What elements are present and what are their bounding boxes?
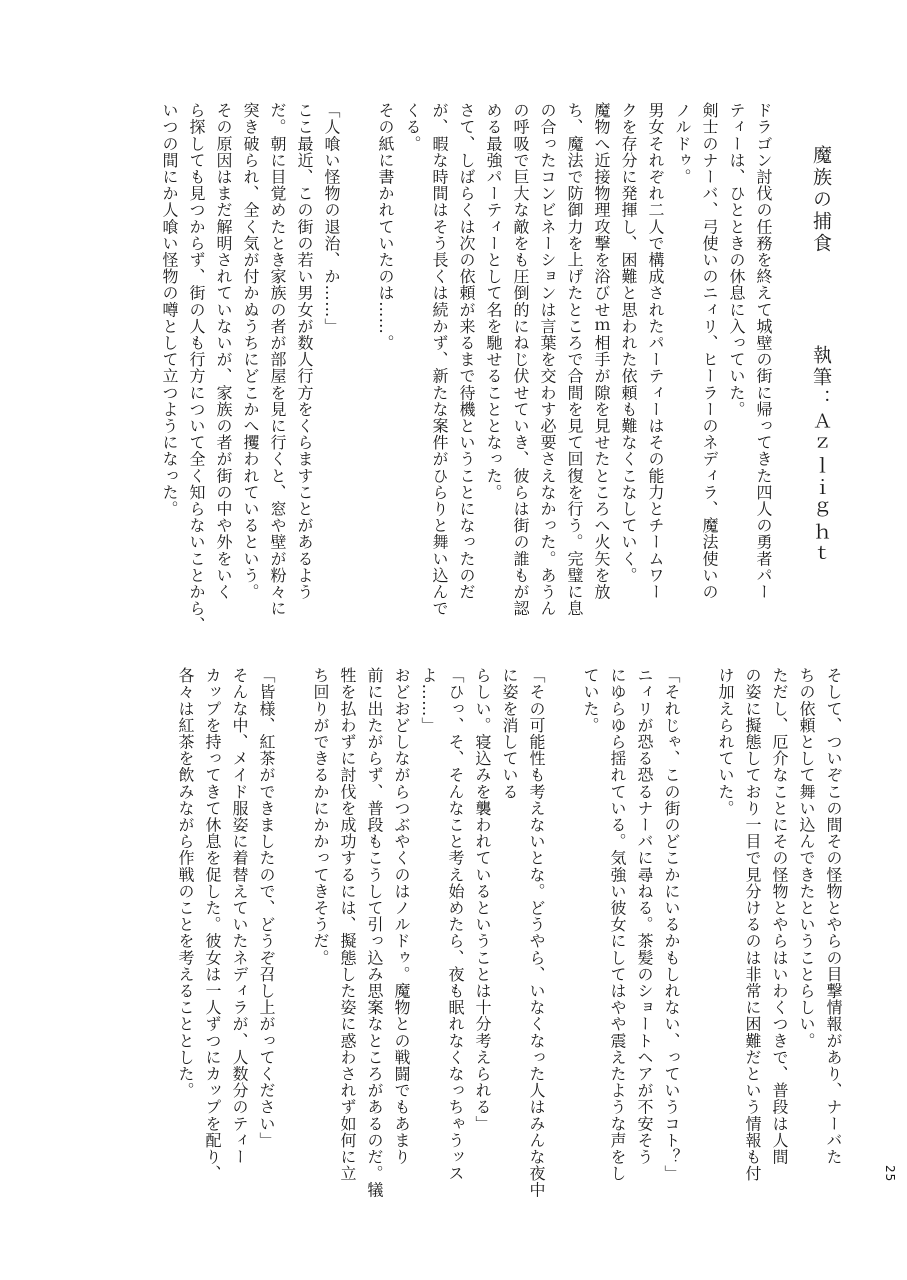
text-line: おどおどしながらつぶやくのはノルドゥ。魔物との戦闘でもあまり [392,667,411,1165]
text-line: くる。 [403,102,422,152]
upper-text-block [156,102,777,642]
text-line: ら探しても見つからず、街の人も行方について全く知らないことから、 [187,102,206,634]
text-line: そんな中、メイド服姿に着替えていたネディラが、人数分のティー [230,667,249,1165]
text-line: の合ったコンビネーションは言葉を交わす必要さえなかった。あうん [538,102,557,617]
text-line: にゆらゆら揺れている。気強い彼女にしてはやや震えたような声をし [608,667,627,1182]
text-line: 牲を払わずに討伐を成功するには、擬態した姿に惑わされず如何に立 [338,667,357,1182]
page-title: 魔族の捕食 [810,145,832,255]
text-line [550,667,577,1207]
text-line [685,667,712,1207]
lower-text-block [172,667,847,1207]
text-line: ティーは、ひとときの休息に入っていた。 [727,102,746,418]
text-line: クを存分に発揮し、困難と思われた依頼も難なくこなしていく。 [619,102,638,584]
text-line: さて、しばらくは次の依頼が来るまで待機ということになったのだ [457,102,476,600]
text-line: 男女それぞれ二人で構成されたパーティーはその能力とチームワー [646,102,665,600]
text-line: いつの間にか人喰い怪物の噂として立つようになった。 [160,102,179,517]
text-line: 「ひっ、そ、そんなこと考え始めたら、夜も眠れなくなっちゃうッス [446,667,465,1182]
text-line: だ。朝に目覚めたとき家族の者が部屋を見に行くと、窓や壁が粉々に [268,102,287,617]
text-line: の呼吸で巨大な敵をも圧倒的にねじ伏せていき、彼らは街の誰もが認 [511,102,530,617]
text-line: 突き破られ、全く気が付かぬうちにどこかへ攫われているという。 [241,102,260,600]
text-line: ち回りができるかにかかってきそうだ。 [311,667,330,966]
text-line: ここ最近、この街の若い男女が数人行方をくらますことがあるよう [295,102,314,600]
text-line: ていた。 [581,667,600,734]
text-line: 魔物へ近接物理攻撃を浴びせｍ相手が隙を見せたところへ火矢を放 [592,102,611,600]
text-line: 各々は紅茶を飲みながら作戦のことを考えることとした。 [176,667,195,1099]
text-line: 「その可能性も考えないとな。どうやら、いなくなった人はみんな夜中 [527,667,546,1199]
text-line [280,667,307,1207]
text-line: その原因はまだ解明されていないが、家族の者が街の中や外をいく [214,102,233,600]
text-line: ドラゴン討伐の任務を終えて城壁の街に帰ってきた四人の勇者パー [754,102,773,600]
text-line: が、暇な時間はそう長くは続かず、新たな案件がひらりと舞い込んで [430,102,449,617]
text-line [345,102,372,642]
text-line: める最強パーティーとして名を馳せることとなった。 [484,102,503,501]
text-line: 「それじゃ、この街のどこかにいるかもしれない、っていうコト？」 [662,667,681,1182]
text-line: 剣士のナーバ、弓使いのニィリ、ヒーラーのネディラ、魔法使いの [700,102,719,600]
page-number: 25 [883,1165,897,1183]
text-line: 「人喰い怪物の退治、か……」 [322,102,341,335]
text-line: け加えられていた。 [716,667,735,817]
text-line: 「皆様、紅茶ができましたので、どうぞ召し上がってください」 [257,667,276,1149]
text-line: 前に出たがらず、普段もこうして引っ込み思案なところがあるのだ。犠 [365,667,384,1199]
text-line: その紙に書かれていたのは……。 [376,102,395,351]
text-line: カップを持ってきて休息を促した。彼女は一人ずつにカップを配り、 [203,667,222,1182]
text-line: そして、ついぞこの間その怪物とやらの目撃情報があり、ナーバた [824,667,843,1165]
text-line: ちの依頼として舞い込んできたということらしい。 [797,667,816,1049]
text-line: ち、魔法で防御力を上げたところで合間を見て回復を行う。完璧に息 [565,102,584,617]
text-line: に姿を消している [500,667,519,800]
text-line: よ……」 [419,667,438,734]
text-line: ノルドゥ。 [673,102,692,185]
text-line: ただし、厄介なことにその怪物とやらはいわくつきで、普段は人間 [770,667,789,1165]
text-line: ニィリが恐る恐るナーバに尋ねる。茶髪のショートヘアが不安そう [635,667,654,1165]
text-line: の姿に擬態しており一目で見分けるのは非常に困難だという情報も付 [743,667,762,1182]
author-credit: 執筆：Ａｚｌｉｇｈｔ [810,345,832,565]
text-line: らしい。寝込みを襲われているということは十分考えられる」 [473,667,492,1132]
